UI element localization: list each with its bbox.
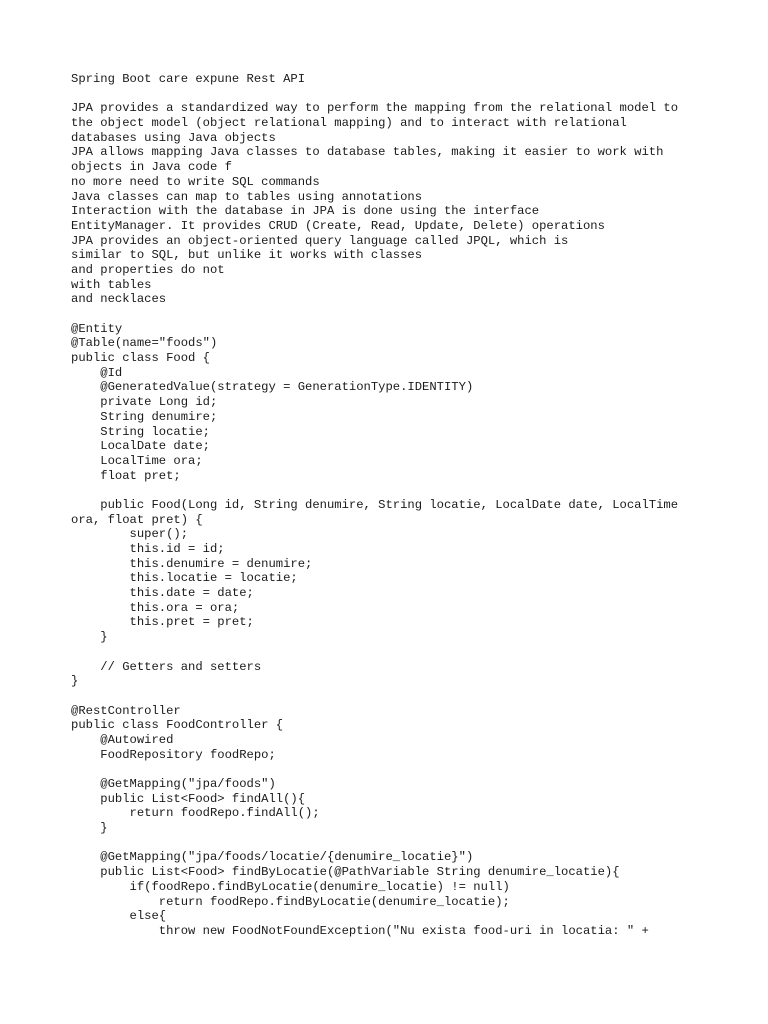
text-line: public Food(Long id, String denumire, String locatie, LocalDate date, LocalTime (71, 497, 679, 512)
text-line: String denumire; (71, 409, 218, 424)
text-line: return foodRepo.findByLocatie(denumire_locatie); (71, 894, 510, 909)
text-line: @RestController (71, 703, 181, 718)
text-line: throw new FoodNotFoundException("Nu exista food-uri in locatia: " + (71, 923, 649, 938)
text-line: EntityManager. It provides CRUD (Create, Read, Update, Delete) operations (71, 218, 605, 233)
text-line: private Long id; (71, 395, 218, 410)
text-line: public List<Food> findByLocatie(@PathVariable String denumire_locatie){ (71, 865, 620, 880)
blank-line (71, 645, 751, 660)
text-line: JPA provides an object-oriented query language called JPQL, which is (71, 233, 569, 248)
blank-line (71, 836, 751, 851)
text-line: @GetMapping("jpa/foods/locatie/{denumire_locatie}") (71, 850, 474, 865)
text-line: ora, float pret) { (71, 512, 203, 527)
text-line: super(); (71, 527, 189, 542)
text-line: @Entity (71, 321, 123, 336)
text-line: else{ (71, 909, 167, 924)
text-line: and properties do not (71, 262, 225, 277)
text-line: public List<Food> findAll(){ (71, 791, 306, 806)
text-line: } (71, 821, 108, 836)
text-line: } (71, 674, 79, 689)
text-line: Java classes can map to tables using annotations (71, 189, 423, 204)
text-line: @Autowired (71, 732, 174, 747)
text-line: objects in Java code f (71, 160, 232, 175)
text-line: LocalDate date; (71, 439, 210, 454)
text-line: JPA allows mapping Java classes to database tables, making it easier to work with (71, 145, 664, 160)
text-line: JPA provides a standardized way to perform the mapping from the relational model to (71, 101, 679, 116)
text-line: @GeneratedValue(strategy = GenerationType.IDENTITY) (71, 380, 474, 395)
text-line: similar to SQL, but unlike it works with classes (71, 248, 423, 263)
text-line: public class FoodController { (71, 718, 284, 733)
document-text (71, 72, 751, 939)
text-line: this.ora = ora; (71, 600, 240, 615)
blank-line (71, 483, 751, 498)
text-line: Interaction with the database in JPA is done using the interface (71, 204, 540, 219)
text-line: // Getters and setters (71, 659, 262, 674)
text-line: and necklaces (71, 292, 167, 307)
text-line: FoodRepository foodRepo; (71, 747, 276, 762)
blank-line (71, 689, 751, 704)
text-line: @GetMapping("jpa/foods") (71, 777, 276, 791)
text-line: if(foodRepo.findByLocatie(denumire_locatie) != null) (71, 879, 510, 894)
text-line: @Table(name="foods") (71, 336, 218, 351)
text-line: the object model (object relational mapping) and to interact with relational (71, 116, 627, 131)
text-line: no more need to write SQL commands (71, 174, 320, 189)
text-line: this.id = id; (71, 542, 225, 556)
text-line: @Id (71, 365, 123, 380)
text-line: } (71, 630, 108, 645)
text-line: public class Food { (71, 351, 210, 366)
blank-line (71, 307, 751, 322)
text-line: float pret; (71, 468, 181, 483)
text-line: with tables (71, 277, 152, 292)
text-line: return foodRepo.findAll(); (71, 806, 320, 821)
text-line: Spring Boot care expune Rest API (71, 72, 306, 86)
text-line: databases using Java objects (71, 130, 276, 145)
text-line: LocalTime ora; (71, 453, 203, 468)
blank-line (71, 87, 751, 102)
text-line: this.locatie = locatie; (71, 571, 298, 586)
text-line: this.date = date; (71, 586, 254, 601)
text-line: this.pret = pret; (71, 615, 254, 630)
text-line: this.denumire = denumire; (71, 556, 313, 571)
text-line: String locatie; (71, 424, 210, 439)
blank-line (71, 762, 751, 777)
